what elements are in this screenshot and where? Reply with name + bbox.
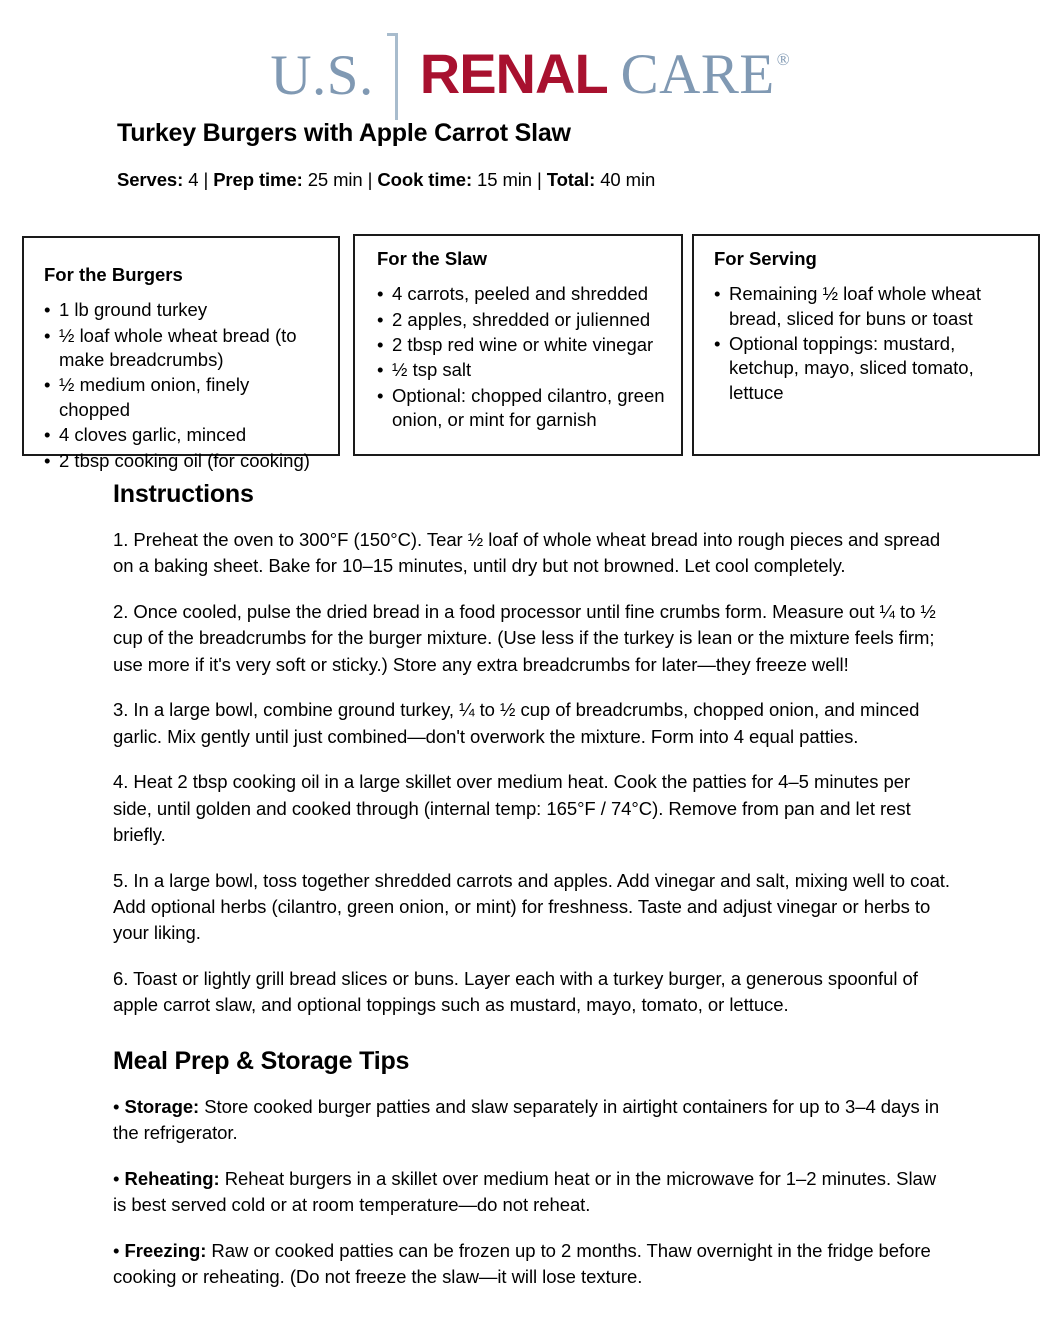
brand-header [0, 0, 1060, 118]
tip-item [113, 1238, 953, 1291]
tip-label: Storage: [124, 1095, 200, 1117]
logo-us-text: U.S. [270, 43, 374, 107]
ingredient-box-burgers [22, 236, 340, 471]
instruction-step: 5. In a large bowl, toss together shredded carrots and apples. Add vinegar and salt, mixing well to coat. Add optional herbs (cilantro, green onion, or mint) for freshness. Taste and adjust vinegar or herbs to your liking. [113, 869, 950, 944]
tip-bullet: • [113, 1239, 125, 1261]
list-item: • Remaining ½ loaf whole wheat bread, sliced for buns or toast [714, 282, 1026, 331]
tip-text: Raw or cooked patties can be frozen up to 2 months. Thaw overnight in the fridge before cooking or reheating. (Do not freeze the slaw—it will lose texture. [113, 1239, 931, 1288]
instruction-step: 6. Toast or lightly grill bread slices or buns. Layer each with a turkey burger, a generous spoonful of apple carrot slaw, and optional toppings such as mustard, mayo, tomato, or lettuce. [113, 967, 918, 1016]
total-time-label: Total: [546, 169, 596, 190]
ingredient-list [44, 298, 324, 473]
page-title: Turkey Burgers with Apple Carrot Slaw [117, 119, 571, 147]
serves-value: 4 [183, 169, 204, 190]
meta-separator-3: | [537, 169, 547, 190]
ingredients-row [22, 234, 1040, 471]
serves-label: Serves: [117, 169, 184, 190]
prep-time-label: Prep time: [213, 169, 303, 190]
list-item: • Optional toppings: mustard, ketchup, mayo, sliced tomato, lettuce [714, 332, 1026, 405]
tip-bullet: • [113, 1167, 125, 1189]
tip-bullet: • [113, 1095, 125, 1117]
list-item: • ½ tsp salt [377, 358, 669, 382]
list-item: • ½ medium onion, finely chopped [44, 373, 324, 422]
ingredient-box-heading: For Serving [714, 248, 817, 269]
meta-separator-1: | [203, 169, 214, 190]
registered-trademark-icon: ® [776, 49, 790, 69]
recipe-meta-line [117, 168, 1020, 192]
logo-renal-text: RENAL [419, 41, 608, 105]
instruction-step: 4. Heat 2 tbsp cooking oil in a large skillet over medium heat. Cook the patties for 4–5 minutes per side, until golden and cooked through (internal temp: 165°F / 74°C). Remove from pan and let rest briefly. [113, 771, 911, 846]
ingredient-box-serving [692, 234, 1040, 456]
ingredient-box-heading: For the Burgers [44, 264, 183, 285]
list-item: • 2 apples, shredded or julienned [377, 308, 669, 332]
ingredient-list [714, 282, 1026, 405]
total-time-value: 40 min [595, 169, 656, 190]
list-item: • 1 lb ground turkey [44, 298, 324, 322]
list-item: • ½ loaf whole wheat bread (to make breadcrumbs) [44, 324, 324, 373]
logo-divider-rule [383, 29, 410, 104]
ingredient-list [377, 282, 669, 432]
prep-time-value: 25 min [302, 169, 368, 190]
ingredient-box-heading: For the Slaw [377, 248, 487, 269]
instructions-heading: Instructions [113, 480, 254, 508]
cook-time-label: Cook time: [377, 169, 473, 190]
tip-text: Store cooked burger patties and slaw separately in airtight containers for up to 3–4 days in the refrigerator. [113, 1095, 940, 1144]
list-item: • 4 carrots, peeled and shredded [377, 282, 669, 306]
tip-item [113, 1166, 953, 1219]
meta-separator-2: | [367, 169, 378, 190]
list-item: • 2 tbsp red wine or white vinegar [377, 333, 669, 357]
list-item: • 2 tbsp cooking oil (for cooking) [44, 449, 324, 473]
tip-text: Reheat burgers in a skillet over medium heat or in the microwave for 1–2 minutes. Slaw is best served cold or at room temperature—do not reheat. [113, 1167, 937, 1216]
instruction-step: 1. Preheat the oven to 300°F (150°C). Tear ½ loaf of whole wheat bread into rough pieces and spread on a baking sheet. Bake for 10–15 minutes, until dry but not browned. Let cool completely. [113, 529, 941, 577]
logo-care-text: CARE [620, 42, 775, 106]
list-item: • 4 cloves garlic, minced [44, 423, 324, 447]
recipe-header [0, 118, 1060, 192]
us-renal-care-logo [270, 29, 790, 107]
list-item: • Optional: chopped cilantro, green onion, or mint for garnish [377, 384, 669, 433]
cook-time-value: 15 min [472, 169, 538, 190]
tip-item [113, 1094, 953, 1147]
instruction-step: 2. Once cooled, pulse the dried bread in a food processor until fine crumbs form. Measure out ¼ to ½ cup of the breadcrumbs for the burger mixture. (Use less if the turkey is lean or the mixture feels firm; use more if it's very soft or sticky.) Store any extra breadcrumbs for later—they freeze well! [113, 600, 936, 675]
recipe-body [113, 480, 953, 1310]
ingredient-box-slaw [353, 234, 683, 456]
tip-label: Reheating: [124, 1167, 220, 1189]
tips-heading: Meal Prep & Storage Tips [113, 1046, 410, 1075]
instruction-step: 3. In a large bowl, combine ground turkey, ¼ to ½ cup of breadcrumbs, chopped onion, and minced garlic. Mix gently until just combined—don't overwork the mixture. Form into 4 equal patties. [113, 699, 920, 747]
tip-label: Freezing: [124, 1239, 207, 1261]
